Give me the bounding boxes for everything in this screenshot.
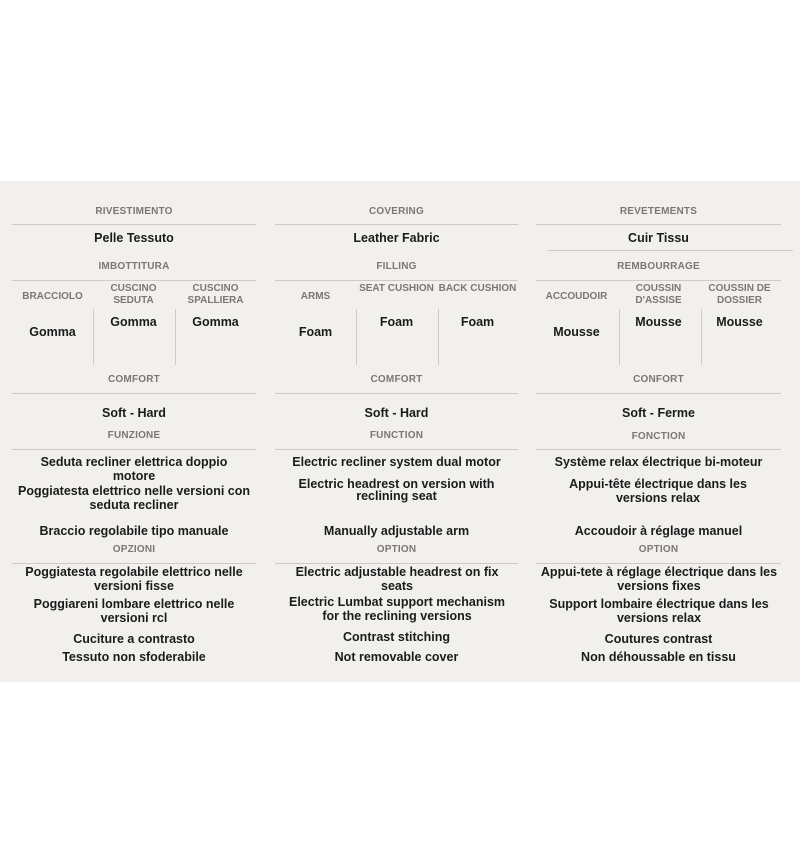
divider [12, 224, 256, 225]
divider [536, 449, 781, 450]
option-item: Electric adjustable headrest on fix seats [295, 565, 499, 593]
filling-title: IMBOTTITURA [98, 261, 170, 272]
column-french [536, 181, 781, 682]
filling-label: ACCOUDOIR [545, 291, 608, 302]
covering-value: Pelle Tessuto [94, 231, 174, 245]
covering-value: Leather Fabric [353, 231, 440, 245]
covering-title: REVETEMENTS [619, 206, 698, 217]
function-item: Poggiatesta elettrico nelle versioni con seduta recliner [17, 484, 250, 512]
function-item: Electric recliner system dual motor [292, 455, 501, 469]
filling-label: ARMS [300, 291, 331, 302]
filling-cell-arms [536, 289, 617, 339]
option-item: Poggiatesta regolabile elettrico nelle versioni fisse [25, 565, 243, 593]
filling-cell-seat [618, 283, 699, 329]
covering-value: Cuir Tissu [628, 231, 689, 245]
divider [536, 563, 781, 564]
option-item: Coutures contrast [604, 632, 713, 646]
divider [275, 393, 518, 394]
filling-value: Mousse [635, 315, 682, 329]
option-item: Contrast stitching [343, 630, 450, 644]
filling-separator [93, 309, 94, 365]
filling-title: FILLING [376, 261, 417, 272]
filling-label: CUSCINO SEDUTA [110, 283, 157, 306]
covering-title: RIVESTIMENTO [95, 206, 173, 217]
filling-separator [438, 309, 439, 365]
function-item: Appui-tête électrique dans les versions relax [569, 477, 747, 505]
comfort-title: CONFORT [633, 374, 684, 385]
function-title: FUNCTION [369, 430, 424, 441]
option-title: OPZIONI [112, 544, 156, 555]
filling-separator [356, 309, 357, 365]
comfort-value: Soft - Ferme [622, 406, 695, 420]
comfort-title: COMFORT [370, 374, 423, 385]
divider [12, 563, 256, 564]
option-item: Poggiareni lombare elettrico nelle versioni rcl [33, 597, 235, 625]
option-title: OPTION [638, 544, 679, 555]
option-title: OPTION [376, 544, 417, 555]
filling-cell-back [437, 283, 518, 329]
comfort-value: Soft - Hard [364, 406, 429, 420]
divider [548, 250, 793, 251]
function-item: Manually adjustable arm [323, 524, 470, 538]
column-italian [12, 181, 256, 682]
divider [275, 563, 518, 564]
filling-separator [701, 309, 702, 365]
comfort-title: COMFORT [108, 374, 160, 385]
option-item: Tessuto non sfoderabile [62, 650, 206, 664]
divider [275, 224, 518, 225]
filling-label: BACK CUSHION [438, 283, 517, 294]
divider [12, 280, 256, 281]
column-english [275, 181, 518, 682]
filling-value: Foam [379, 315, 414, 329]
filling-cell-seat [356, 283, 437, 329]
option-item: Appui-tete à réglage électrique dans les versions fixes [540, 565, 778, 593]
filling-separator [175, 309, 176, 365]
filling-cell-arms [275, 289, 356, 339]
function-item: Braccio regolabile tipo manuale [39, 524, 229, 538]
filling-value: Gomma [192, 315, 239, 329]
option-item: Cuciture a contrasto [73, 632, 195, 646]
function-item: Accoudoir à réglage manuel [574, 524, 743, 538]
divider [12, 449, 256, 450]
divider [536, 224, 781, 225]
function-item: Système relax électrique bi-moteur [554, 455, 763, 469]
option-item: Not removable cover [334, 650, 459, 664]
filling-cell-back [175, 283, 256, 329]
function-title: FONCTION [631, 431, 686, 442]
function-item: Seduta recliner elettrica doppio motore [40, 455, 228, 483]
option-item: Electric Lumbat support mechanism for the reclining versions [288, 595, 506, 623]
filling-cell-arms [12, 289, 93, 339]
filling-cell-back [699, 283, 780, 329]
filling-label: COUSSIN DE DOSSIER [708, 283, 771, 306]
filling-cell-seat [93, 283, 174, 329]
divider [275, 280, 518, 281]
divider [275, 449, 518, 450]
option-item: Non déhoussable en tissu [581, 650, 736, 664]
divider [536, 280, 781, 281]
covering-title: COVERING [369, 206, 424, 217]
divider [12, 393, 256, 394]
filling-value: Gomma [110, 315, 157, 329]
filling-label: COUSSIN D'ASSISE [635, 283, 682, 306]
filling-value: Mousse [553, 325, 600, 339]
filling-value: Gomma [29, 325, 76, 339]
filling-title: REMBOURRAGE [617, 261, 700, 272]
filling-label: CUSCINO SPALLIERA [187, 283, 244, 306]
comfort-value: Soft - Hard [102, 406, 166, 420]
filling-label: BRACCIOLO [22, 291, 83, 302]
filling-value: Foam [460, 315, 495, 329]
filling-label: SEAT CUSHION [359, 283, 434, 294]
spec-panel [0, 181, 800, 682]
filling-separator [619, 309, 620, 365]
function-item: Electric headrest on version with reclining seat [298, 477, 495, 503]
divider [536, 393, 781, 394]
filling-value: Mousse [716, 315, 763, 329]
option-item: Support lombaire électrique dans les versions relax [549, 597, 769, 625]
function-title: FUNZIONE [107, 430, 161, 441]
filling-value: Foam [298, 325, 333, 339]
